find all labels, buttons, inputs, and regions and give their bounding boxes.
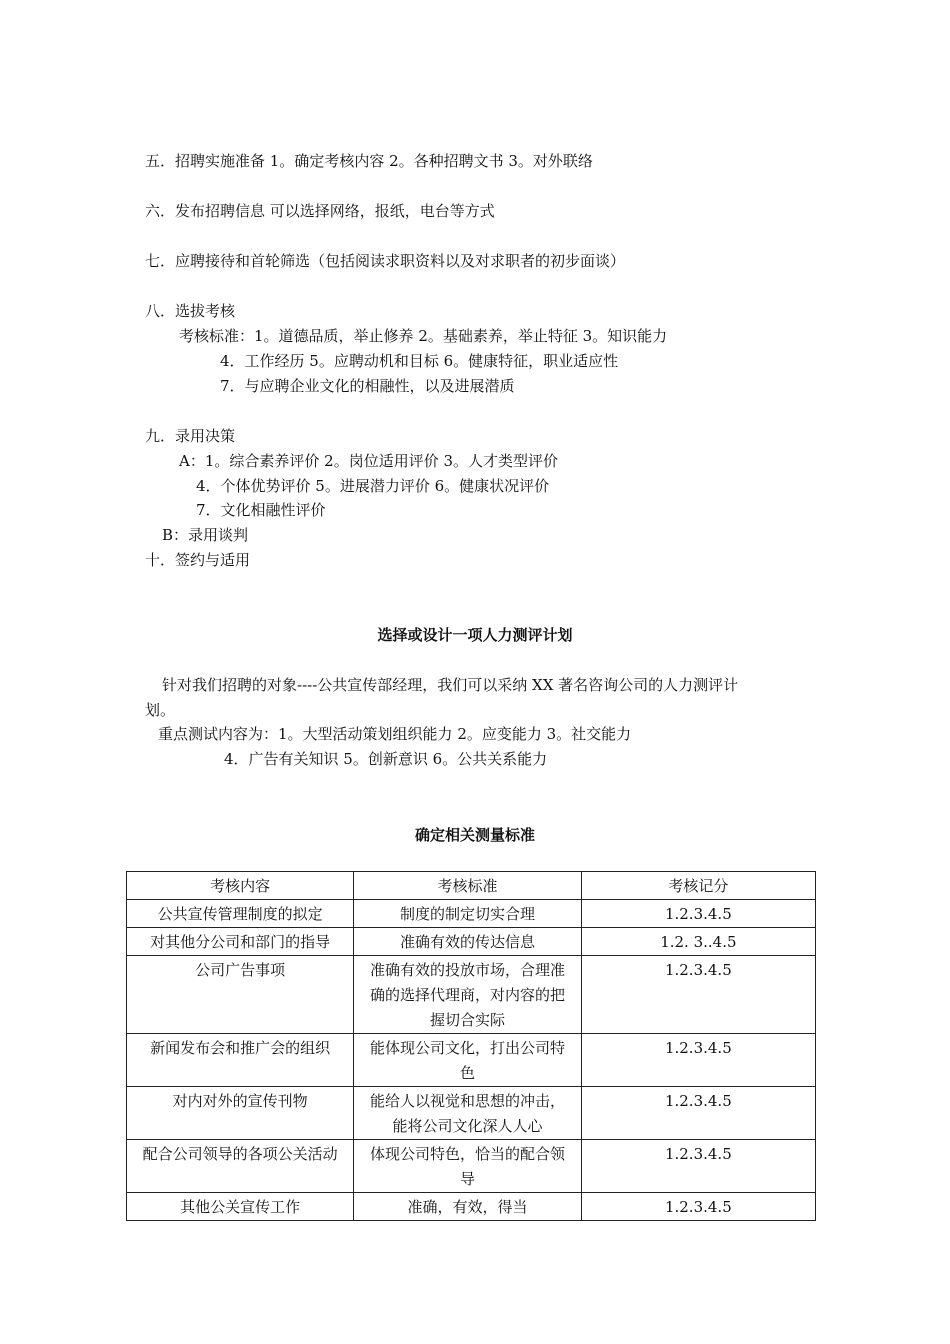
cell-content: 对内对外的宣传刊物: [127, 1087, 354, 1140]
step-seven: 七．应聘接待和首轮筛选（包括阅读求职资料以及对求职者的初步面谈）: [145, 252, 626, 270]
plan-title: 选择或设计一项人力测评计划: [377, 626, 573, 644]
step-nine-a-2: 4．个体优势评价 5。进展潜力评价 6。健康状况评价: [196, 477, 550, 495]
cell-score: 1.2.3.4.5: [581, 1140, 815, 1193]
table-row: [127, 956, 816, 1034]
step-eight-criteria-2: 4．工作经历 5。应聘动机和目标 6。健康特征，职业适应性: [220, 352, 619, 370]
table-row: [127, 1140, 816, 1193]
standards-title: 确定相关测量标准: [414, 826, 535, 844]
cell-standard: 能体现公司文化，打出公司特色: [354, 1034, 581, 1087]
step-nine-a-1: A：1。综合素养评价 2。岗位适用评价 3。人才类型评价: [179, 452, 559, 470]
step-five: 五．招聘实施准备 1。确定考核内容 2。各种招聘文书 3。对外联络: [145, 152, 593, 170]
step-eight-criteria-3: 7．与应聘企业文化的相融性，以及进展潜质: [220, 377, 515, 395]
header-content: 考核内容: [127, 872, 354, 900]
plan-paragraph: 针对我们招聘的对象----公共宣传部经理，我们可以采纳 XX 著名咨询公司的人力测评计: [162, 676, 739, 694]
table-row: [127, 928, 816, 956]
cell-standard: 准确有效的传达信息: [354, 928, 581, 956]
table-row: [127, 900, 816, 928]
cell-score: 1.2.3.4.5: [581, 1034, 815, 1087]
step-nine-a-3: 7．文化相融性评价: [196, 501, 326, 519]
step-eight-criteria-1: 考核标准：1。道德品质，举止修养 2。基础素养，举止特征 3。知识能力: [179, 327, 668, 345]
table-row: [127, 1087, 816, 1140]
cell-content: 配合公司领导的各项公关活动: [127, 1140, 354, 1193]
cell-score: 1.2.3.4.5: [581, 956, 815, 1034]
step-ten: 十．签约与适用: [145, 551, 251, 569]
plan-focus-items-2: 4．广告有关知识 5。创新意识 6。公共关系能力: [224, 750, 548, 768]
step-nine-b: B：录用谈判: [162, 526, 249, 544]
table-row: [127, 1193, 816, 1221]
cell-score: 1.2.3.4.5: [581, 900, 815, 928]
step-nine: 九．录用决策: [145, 427, 236, 445]
table-header-row: [127, 872, 816, 900]
cell-content: 公司广告事项: [127, 956, 354, 1034]
plan-paragraph-continued: 划。: [145, 701, 176, 719]
plan-focus-items-1: 重点测试内容为：1。大型活动策划组织能力 2。应变能力 3。社交能力: [158, 725, 632, 743]
cell-score: 1.2. 3..4.5: [581, 928, 815, 956]
cell-content: 新闻发布会和推广会的组织: [127, 1034, 354, 1087]
cell-content: 公共宣传管理制度的拟定: [127, 900, 354, 928]
cell-standard: 体现公司特色，恰当的配合领导: [354, 1140, 581, 1193]
step-eight: 八．选拔考核: [145, 302, 236, 320]
cell-content: 其他公关宣传工作: [127, 1193, 354, 1221]
cell-standard: 制度的制定切实合理: [354, 900, 581, 928]
cell-content: 对其他分公司和部门的指导: [127, 928, 354, 956]
cell-standard: 准确，有效，得当: [354, 1193, 581, 1221]
step-six: 六．发布招聘信息 可以选择网络，报纸，电台等方式: [145, 202, 495, 220]
cell-standard: 能给人以视觉和思想的冲击，能将公司文化深人人心: [354, 1087, 581, 1140]
standards-table: [126, 871, 816, 1221]
header-standard: 考核标准: [354, 872, 581, 900]
cell-score: 1.2.3.4.5: [581, 1193, 815, 1221]
table-row: [127, 1034, 816, 1087]
header-score: 考核记分: [581, 872, 815, 900]
cell-standard: 准确有效的投放市场，合理准确的选择代理商，对内容的把握切合实际: [354, 956, 581, 1034]
cell-score: 1.2.3.4.5: [581, 1087, 815, 1140]
